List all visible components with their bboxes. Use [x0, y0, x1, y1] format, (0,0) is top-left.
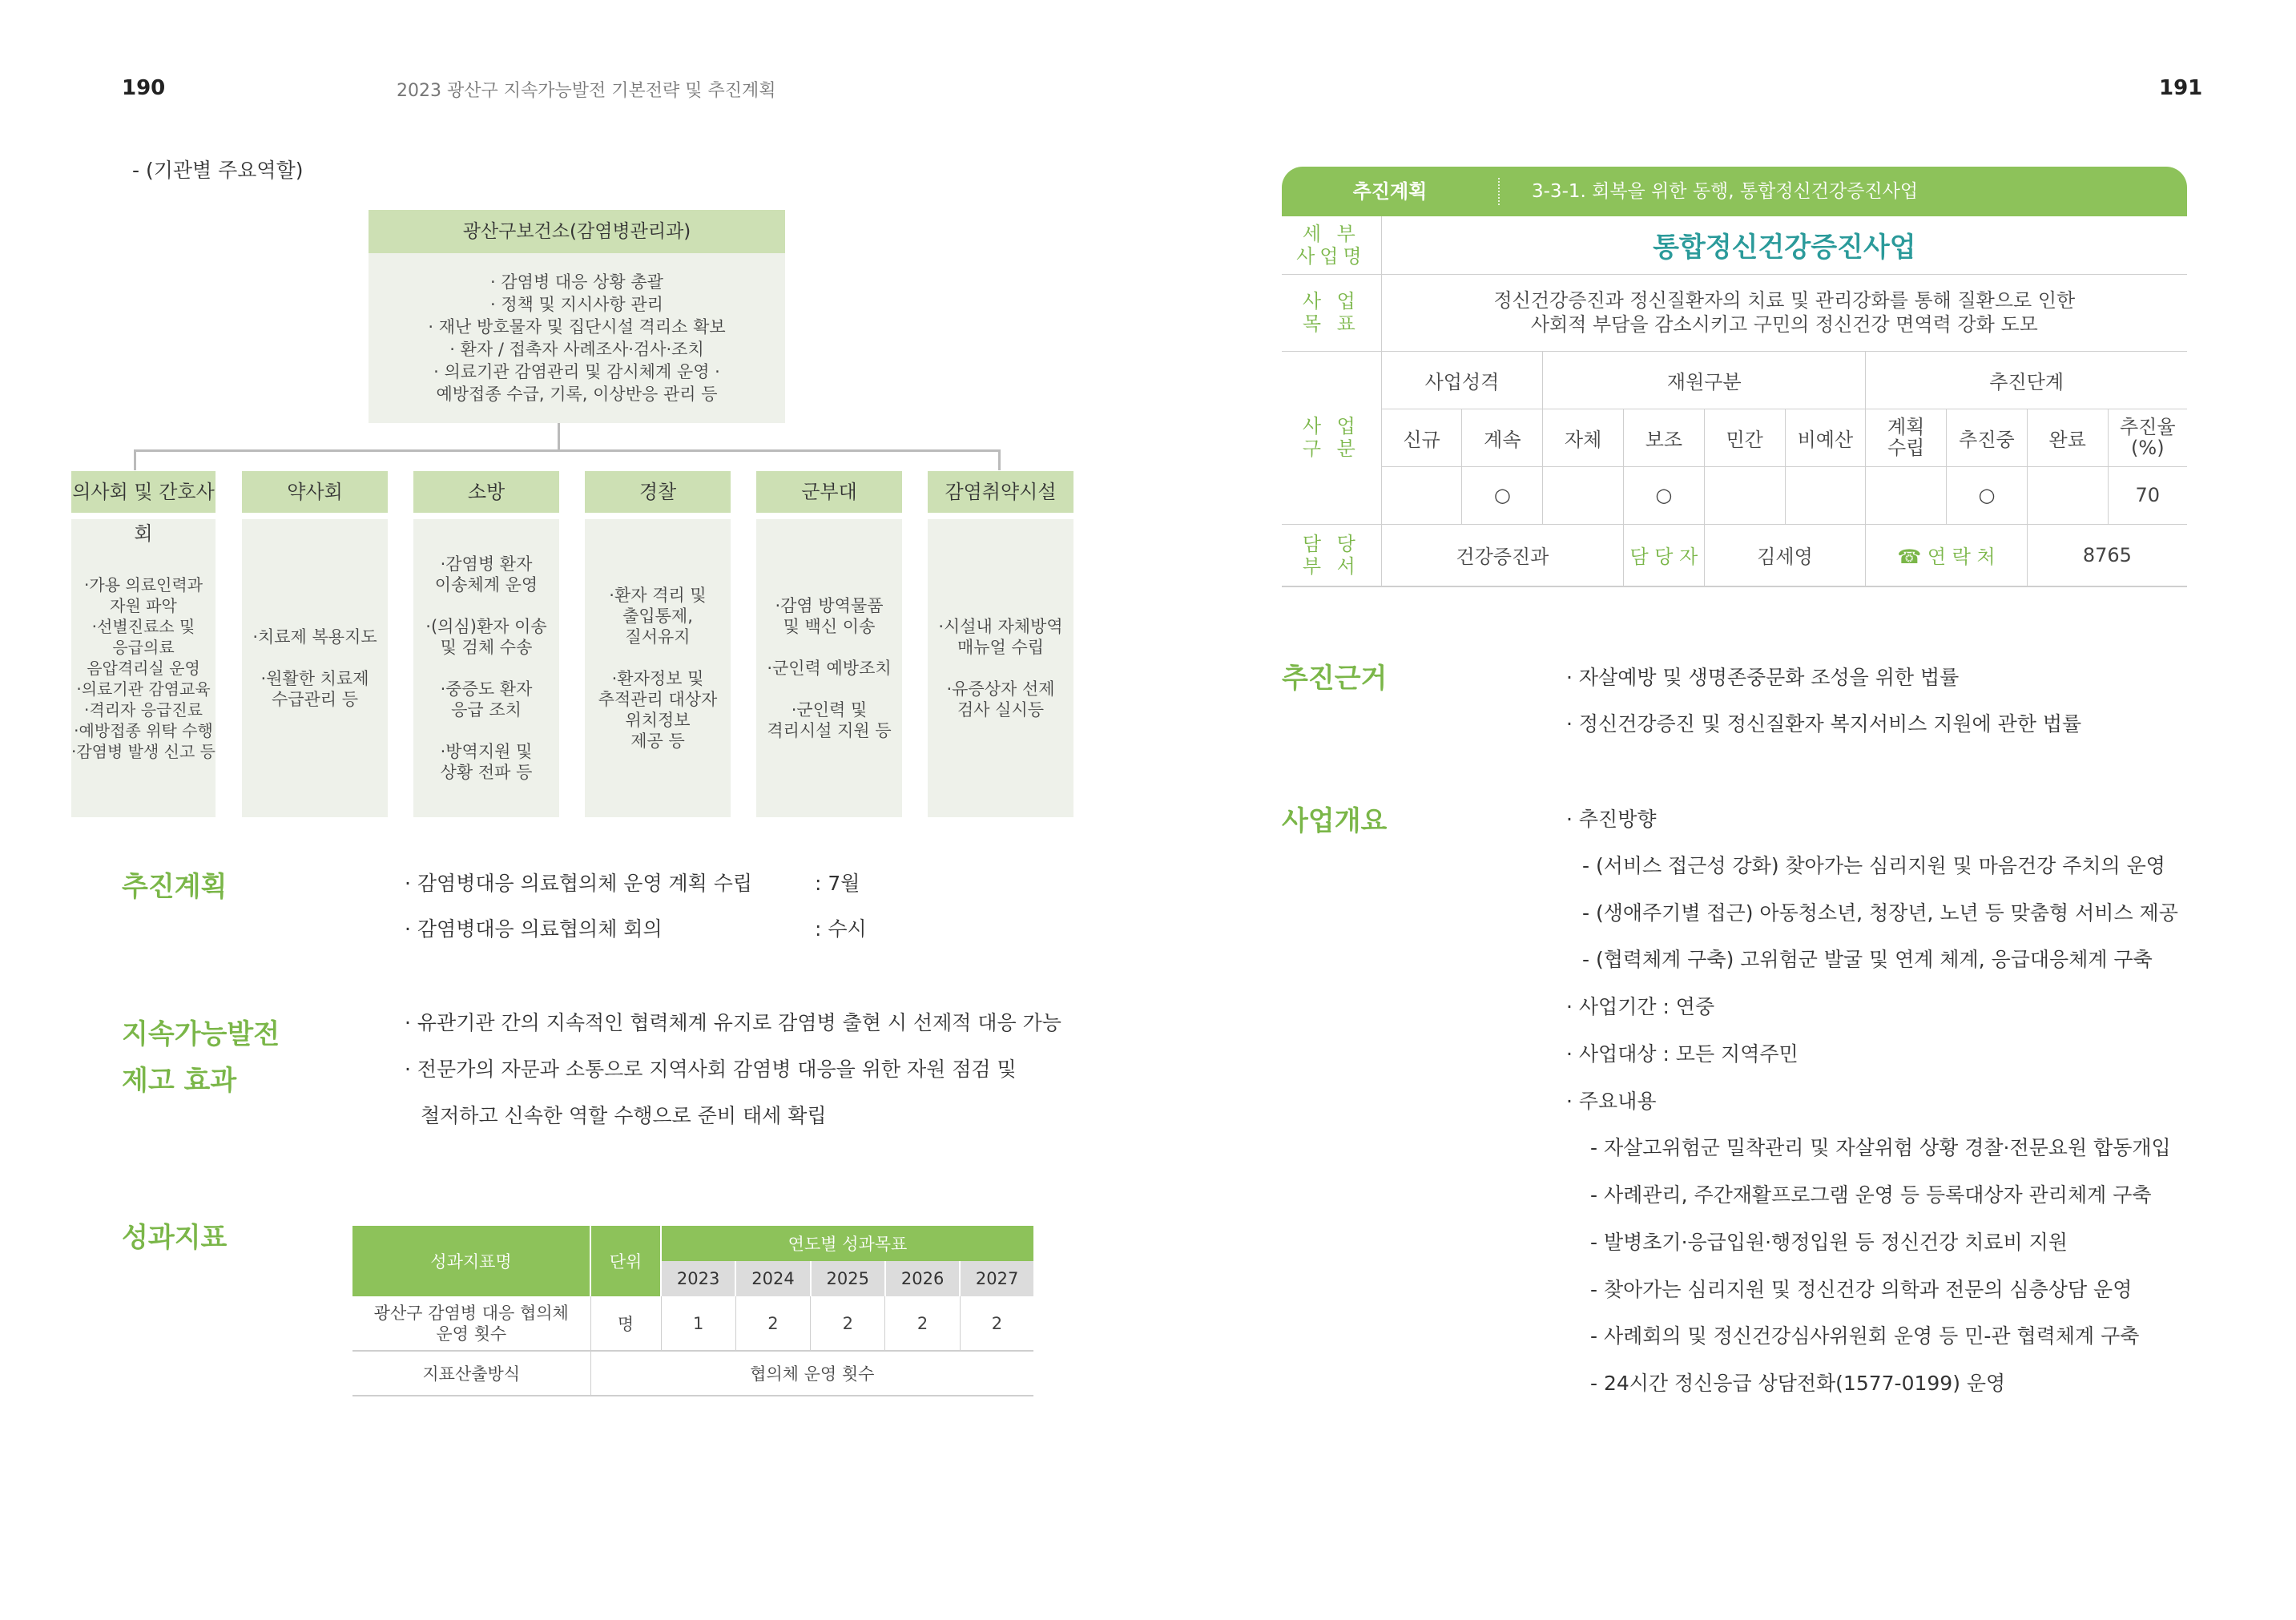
org-column-title: 군부대 [756, 471, 902, 513]
sustain-title: 지속가능발전 [122, 1018, 280, 1050]
th-years: 연도별 성과목표 [661, 1226, 1033, 1261]
plan-item: · 감염병대응 의료협의체 운영 계획 수립 [405, 872, 753, 895]
indicator-table [352, 1226, 1033, 1396]
sub-value [1543, 466, 1624, 524]
th-year: 2023 [661, 1261, 735, 1296]
person-value: 김세영 [1704, 524, 1866, 586]
sustain-line: 철저하고 신속한 역할 수행으로 준비 태세 확립 [421, 1104, 827, 1127]
overview-line: - 24시간 정신응급 상담전화(1577-0199) 운영 [1590, 1372, 2006, 1395]
org-connector [134, 449, 136, 470]
method-value: 협의체 운영 횟수 [590, 1351, 1033, 1396]
sub-value: 70 [2108, 466, 2187, 524]
org-top-body: · 감염병 대응 상황 총괄 · 정책 및 지시사항 관리 · 재난 방호물자 및 집단시설 격리소 확보 · 환자 / 접촉자 사례조사·검사·조치 · 의료기관 감염관리 및 감시체계 운영 · 예방접종 수급, 기록, 이상반응 관리 등 [369, 253, 785, 423]
method-label: 지표산출방식 [352, 1351, 590, 1396]
sustain-line: · 전문가의 자문과 소통으로 지역사회 감염병 대응을 위한 자원 점검 및 [405, 1058, 1017, 1081]
label-dept: 담 당 부 서 [1282, 524, 1381, 586]
th-year: 2027 [960, 1261, 1033, 1296]
sub-header: 민간 [1704, 409, 1785, 466]
org-column-body: ·시설내 자체방역 매뉴얼 수립 ·유증상자 선제 검사 실시등 [928, 519, 1073, 817]
project-name: 통합정신건강증진사업 [1381, 216, 2187, 274]
basis-item: · 정신건강증진 및 정신질환자 복지서비스 지원에 관한 법률 [1566, 712, 2082, 735]
group-nature: 사업성격 [1381, 351, 1543, 409]
sub-header: 추진중 [1947, 409, 2028, 466]
org-top-title: 광산구보건소(감염병관리과) [369, 210, 785, 253]
label-subname: 세 부 사업명 [1282, 216, 1381, 274]
label-class: 사 업 구 분 [1282, 351, 1381, 524]
org-column [242, 471, 388, 817]
sub-header: 신규 [1381, 409, 1462, 466]
person-label: 담 당 자 [1624, 524, 1705, 586]
sub-header: 비예산 [1785, 409, 1866, 466]
th-year: 2026 [885, 1261, 960, 1296]
sub-value [1704, 466, 1785, 524]
sustain-title-2: 제고 효과 [122, 1065, 237, 1097]
org-column-title: 약사회 [242, 471, 388, 513]
org-connector-horizontal [134, 449, 999, 452]
org-column [71, 471, 216, 817]
project-info-table [1282, 216, 2187, 587]
sub-value [1866, 466, 1947, 524]
overview-line: - (생애주기별 접근) 아동청소년, 청장년, 노년 등 맞춤형 서비스 제공 [1582, 901, 2178, 925]
overview-line: - (서비스 접근성 강화) 찾아가는 심리지원 및 마음건강 주치의 운영 [1582, 854, 2165, 877]
group-fund: 재원구분 [1543, 351, 1866, 409]
org-column-body: ·환자 격리 및 출입통제, 질서유지 ·환자정보 및 추적관리 대상자 위치정보 제공 등 [585, 519, 731, 817]
th-year: 2024 [735, 1261, 810, 1296]
indicator-value: 2 [735, 1296, 810, 1351]
overview-line: - 사례관리, 주간재활프로그램 운영 등 등록대상자 관리체계 구축 [1590, 1183, 2152, 1207]
org-column-body: ·가용 의료인력과 자원 파악 ·선별진료소 및 응급의료 음압격리실 운영 ·의료기관 감염교육 ·격리자 응급진료 ·예방접종 위탁 수행 ·감염병 발생 신고 등 [71, 519, 216, 817]
sub-value [2027, 466, 2108, 524]
th-indicator-name: 성과지표명 [352, 1226, 590, 1296]
plan-title: 추진계획 [122, 871, 228, 903]
org-column-title: 소방 [413, 471, 559, 513]
plan-item: · 감염병대응 의료협의체 회의 [405, 917, 663, 941]
indicator-value: 1 [661, 1296, 735, 1351]
org-column-title: 감염취약시설 [928, 471, 1073, 513]
overview-line: - 자살고위험군 밀착관리 및 자살위험 상황 경찰·전문요원 합동개입 [1590, 1136, 2171, 1159]
section-banner [1282, 167, 2187, 216]
indicator-row-name: 광산구 감염병 대응 협의체 운영 횟수 [352, 1296, 590, 1351]
overview-line: - 발병초기·응급입원·행정입원 등 정신건강 치료비 지원 [1590, 1231, 2068, 1254]
banner-title: 3-3-1. 회복을 위한 동행, 통합정신건강증진사업 [1532, 181, 1919, 202]
project-goal: 정신건강증진과 정신질환자의 치료 및 관리강화를 통해 질환으로 인한 사회적 부담을 감소시키고 구민의 정신건강 면역력 강화 도모 [1381, 274, 2187, 351]
org-connector [558, 423, 560, 450]
sub-value: ○ [1947, 466, 2028, 524]
indicator-value: 2 [960, 1296, 1033, 1351]
overview-line: · 사업기간 : 연중 [1566, 995, 1715, 1018]
indicator-row-unit: 명 [590, 1296, 661, 1351]
section-label: - (기관별 주요역할) [132, 159, 304, 182]
sub-value: ○ [1624, 466, 1705, 524]
org-column-title: 의사회 및 간호사회 [71, 471, 216, 513]
sub-value: ○ [1462, 466, 1543, 524]
page-number-left: 190 [122, 76, 166, 100]
org-column [585, 471, 731, 817]
sub-header: 자체 [1543, 409, 1624, 466]
indicator-value: 2 [811, 1296, 885, 1351]
basis-title: 추진근거 [1282, 663, 1388, 695]
overview-line: · 사업대상 : 모든 지역주민 [1566, 1042, 1799, 1066]
sub-value [1381, 466, 1462, 524]
dept-value: 건강증진과 [1381, 524, 1623, 586]
th-unit: 단위 [590, 1226, 661, 1296]
org-column [413, 471, 559, 817]
page-number-right: 191 [2159, 76, 2203, 100]
org-column [756, 471, 902, 817]
sustain-line: · 유관기관 간의 지속적인 협력체계 유지로 감염병 출현 시 선제적 대응 가능 [405, 1011, 1061, 1034]
overview-line: - (협력체계 구축) 고위험군 발굴 및 연계 체계, 응급대응체계 구축 [1582, 948, 2153, 971]
sub-header: 완료 [2027, 409, 2108, 466]
plan-item-when: : 수시 [815, 917, 867, 941]
running-header: 2023 광산구 지속가능발전 기본전략 및 추진계획 [397, 81, 776, 101]
overview-line: · 주요내용 [1566, 1090, 1657, 1113]
label-goal: 사 업 목 표 [1282, 274, 1381, 351]
contact-label: ☎ 연 락 처 [1866, 524, 2028, 586]
org-column-title: 경찰 [585, 471, 731, 513]
org-connector [998, 449, 1001, 470]
basis-item: · 자살예방 및 생명존중문화 조성을 위한 법률 [1566, 666, 1960, 689]
banner-divider [1498, 178, 1500, 205]
plan-item-when: : 7월 [815, 872, 860, 895]
org-column-body: ·감염병 환자 이송체계 운영 ·(의심)환자 이송 및 검체 수송 ·중증도 환자 응급 조치 ·방역지원 및 상황 전파 등 [413, 519, 559, 817]
sub-value [1785, 466, 1866, 524]
org-column-body: ·치료제 복용지도 ·원활한 치료제 수급관리 등 [242, 519, 388, 817]
indicator-title: 성과지표 [122, 1222, 228, 1254]
overview-line: - 찾아가는 심리지원 및 정신건강 의학과 전문의 심층상담 운영 [1590, 1278, 2133, 1301]
contact-value: 8765 [2027, 524, 2187, 586]
overview-line: - 사례회의 및 정신건강심사위원회 운영 등 민-관 협력체계 구축 [1590, 1324, 2140, 1348]
sub-header: 보조 [1624, 409, 1705, 466]
sub-header: 계획 수립 [1866, 409, 1947, 466]
th-year: 2025 [811, 1261, 885, 1296]
overview-title: 사업개요 [1282, 805, 1388, 837]
indicator-value: 2 [885, 1296, 960, 1351]
group-stage: 추진단계 [1866, 351, 2187, 409]
sub-header: 추진율 (%) [2108, 409, 2187, 466]
org-column [928, 471, 1073, 817]
sub-header: 계속 [1462, 409, 1543, 466]
overview-line: · 추진방향 [1566, 808, 1657, 831]
banner-label: 추진계획 [1352, 180, 1428, 203]
org-column-body: ·감염 방역물품 및 백신 이송 ·군인력 예방조치 ·군인력 및 격리시설 지원 등 [756, 519, 902, 817]
